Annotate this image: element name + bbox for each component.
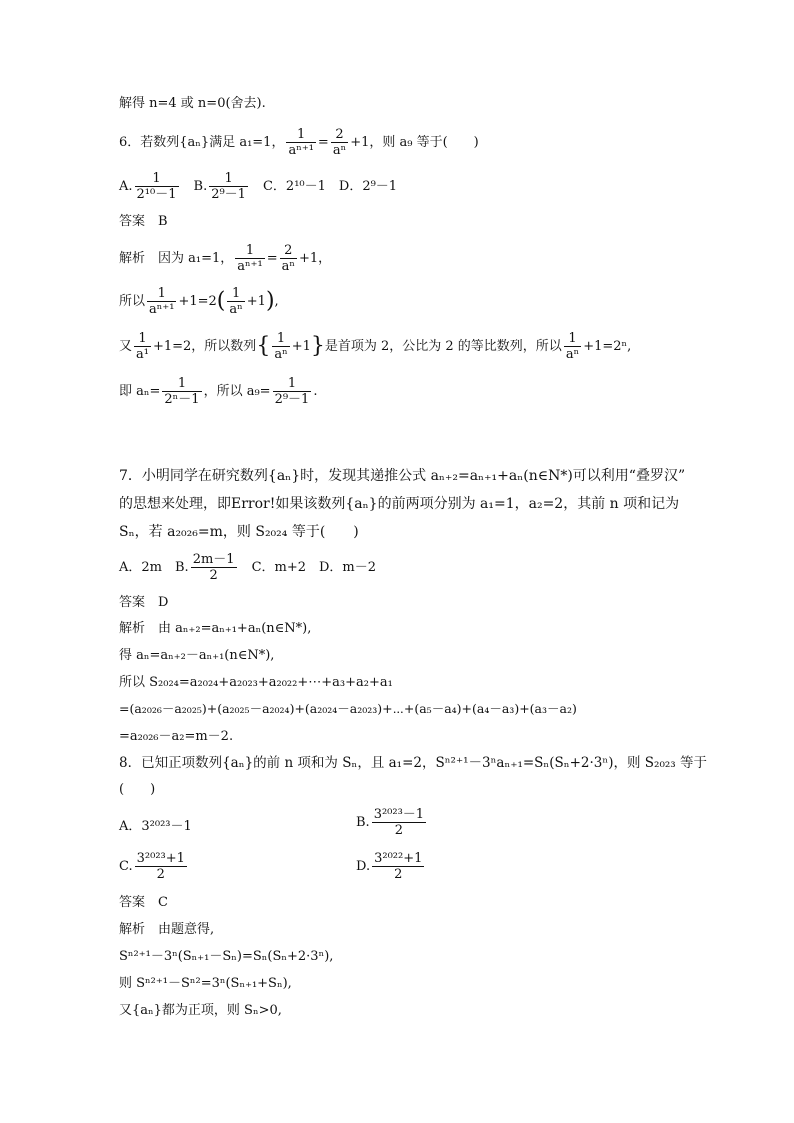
solution-6-line-1: 解析 因为 a₁=1， $\frac{1}{\text{aⁿ⁺¹}}$ = $\frac{2}{\text{aⁿ}}$ +1，: [119, 243, 332, 274]
fraction: $\frac{1}{\text{aⁿ}}$: [274, 331, 288, 362]
fraction: $\frac{\text{3²⁰²²+1}}{2}$: [374, 851, 423, 882]
fraction: $\frac{1}{\text{aⁿ}}$: [565, 331, 580, 362]
solution-7-line-3: 所以 S₂₀₂₄=a₂₀₂₄+a₂₀₂₃+a₂₀₂₂+⋯+a₃+a₂+a₁: [119, 675, 393, 690]
fraction: $\frac{1}{\text{a¹}}$: [136, 331, 149, 362]
fraction: $\frac{1}{\text{aⁿ}}$: [229, 286, 243, 317]
solution-8-line-3: 则 Sⁿ²⁺¹－Sⁿ²=3ⁿ(Sₙ₊₁+Sₙ),: [119, 976, 292, 991]
answer-8: 答案 C: [119, 895, 168, 910]
question-8-option-c: C. $\frac{\text{3²⁰²³+1}}{2}$: [119, 851, 185, 882]
fraction: $\frac{1}{\text{2ⁿ－1}}$: [164, 376, 200, 407]
solution-7-line-2: 得 aₙ=aₙ₊₂－aₙ₊₁(n∈N*),: [119, 648, 275, 663]
question-7-line-3: Sₙ，若 a₂₀₂₆=m，则 S₂₀₂₄ 等于( ): [119, 524, 359, 540]
question-8-option-b: B. $\frac{\text{3²⁰²³－1}}{2}$: [356, 807, 425, 838]
line-solution-continued: 解得 n=4 或 n=0(舍去).: [119, 96, 266, 111]
solution-8-line-4: 又{aₙ}都为正项，则 Sₙ>0,: [119, 1003, 282, 1018]
fraction: $\frac{1}{\text{2⁹－1}}$: [211, 171, 246, 202]
solution-6-line-4: 即 aₙ= $\frac{1}{\text{2ⁿ－1}}$ ，所以 a₉= $\frac{1}{\text{2⁹－1}}$ .: [119, 376, 318, 407]
fraction: $\frac{2m-1}{2}$: [192, 552, 235, 583]
answer-7: 答案 D: [119, 595, 169, 610]
fraction: $\frac{1}{\text{2⁹－1}}$: [274, 376, 310, 407]
fraction: $\frac{1}{\text{aⁿ⁺¹}}$: [237, 243, 263, 274]
fraction: $\frac{1}{\text{aⁿ⁺¹}}$: [288, 127, 314, 158]
question-7-line-1: 7．小明同学在研究数列{aₙ}时，发现其递推公式 aₙ₊₂=aₙ₊₁+aₙ(n∈N*)可以利用“叠罗汉”: [119, 468, 686, 484]
question-7-line-2: 的思想来处理，即Error!如果该数列{aₙ}的前两项分别为 a₁=1，a₂=2，其前 n 项和记为: [119, 496, 680, 512]
fraction: $\frac{1}{\text{aⁿ⁺¹}}$: [149, 286, 175, 317]
fraction: $\frac{\text{3²⁰²³－1}}{2}$: [373, 807, 425, 838]
solution-7-line-4: =(a₂₀₂₆－a₂₀₂₅)+(a₂₀₂₅－a₂₀₂₄)+(a₂₀₂₄－a₂₀₂₃)+⋯+(a₅－a₄)+(a₄－a₃)+(a₃－a₂): [119, 701, 577, 716]
question-8-option-d: D. $\frac{\text{3²⁰²²+1}}{2}$: [356, 851, 423, 882]
solution-6-line-3: 又 $\frac{1}{\text{a¹}}$ +1=2，所以数列{ $\frac{1}{\text{aⁿ}}$ +1}是首项为 2，公比为 2 的等比数列，所以 $\frac{1}{\text{aⁿ}}$ +1=2ⁿ,: [119, 331, 632, 362]
solution-7-line-5: =a₂₀₂₆－a₂=m－2.: [119, 729, 234, 744]
question-6-options: A. $\frac{1}{\text{2¹⁰－1}}$ B. $\frac{1}{\text{2⁹－1}}$ C．2¹⁰－1 D．2⁹－1: [119, 171, 398, 202]
question-8-line-2: ( ): [119, 782, 156, 797]
fraction: $\frac{2}{\text{aⁿ}}$: [281, 243, 295, 274]
question-6: 6．若数列{aₙ}满足 a₁=1， $\frac{1}{\text{aⁿ⁺¹}}$ = $\frac{2}{\text{aⁿ}}$ +1，则 a₉ 等于( ): [119, 127, 479, 158]
solution-8-line-1: 解析 由题意得,: [119, 922, 215, 937]
question-7-options: A．2m B. $\frac{2m-1}{2}$ C．m+2 D．m－2: [119, 552, 377, 583]
solution-7-line-1: 解析 由 aₙ₊₂=aₙ₊₁+aₙ(n∈N*),: [119, 621, 312, 636]
fraction: $\frac{2}{\text{aⁿ}}$: [332, 127, 347, 158]
fraction: $\frac{\text{3²⁰²³+1}}{2}$: [136, 851, 185, 882]
fraction: $\frac{1}{\text{2¹⁰－1}}$: [136, 171, 177, 202]
solution-8-line-2: Sⁿ²⁺¹－3ⁿ(Sₙ₊₁－Sₙ)=Sₙ(Sₙ+2·3ⁿ),: [119, 949, 334, 964]
question-8-option-a: A．3²⁰²³－1: [119, 819, 192, 834]
question-8-line-1: 8．已知正项数列{aₙ}的前 n 项和为 Sₙ，且 a₁=2，Sⁿ²⁺¹－3ⁿaₙ₊₁=Sₙ(Sₙ+2·3ⁿ)，则 S₂₀₂₃ 等于: [119, 755, 707, 771]
solution-6-line-2: 所以 $\frac{1}{\text{aⁿ⁺¹}}$ +1=2( $\frac{1}{\text{aⁿ}}$ +1),: [119, 286, 279, 317]
answer-6: 答案 B: [119, 214, 168, 229]
